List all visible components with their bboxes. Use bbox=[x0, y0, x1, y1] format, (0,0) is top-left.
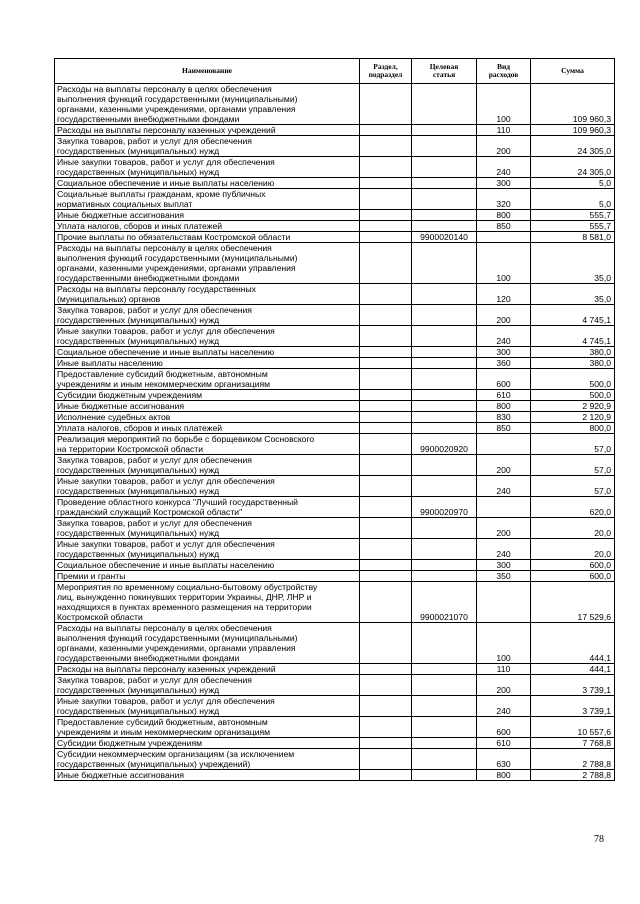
row-name: Мероприятия по временному социально-бытовому обустройству лиц, вынужденно покинувших территории Украины, ДНР, ЛНР и находящихся в пунктах временного размещения на территории Костромской области bbox=[55, 582, 360, 623]
row-article bbox=[412, 738, 477, 749]
table-row bbox=[55, 582, 615, 623]
row-name: Иные закупки товаров, работ и услуг для обеспечения государственных (муниципальных) нужд bbox=[55, 476, 360, 497]
row-name: Уплата налогов, сборов и иных платежей bbox=[55, 221, 360, 232]
row-section bbox=[360, 412, 412, 423]
row-name: Предоставление субсидий бюджетным, автономным учреждениям и иным некоммерческим организациям bbox=[55, 369, 360, 390]
row-article bbox=[412, 664, 477, 675]
row-sum: 24 305,0 bbox=[531, 157, 615, 178]
row-article bbox=[412, 157, 477, 178]
row-section bbox=[360, 243, 412, 284]
row-section bbox=[360, 178, 412, 189]
row-sum: 24 305,0 bbox=[531, 136, 615, 157]
row-section bbox=[360, 571, 412, 582]
row-sum: 20,0 bbox=[531, 518, 615, 539]
row-section bbox=[360, 539, 412, 560]
row-name: Расходы на выплаты персоналу в целях обеспечения выполнения функций государственными (муниципальными) органами, казенными учреждениями, органами управления государственными внебюджетными фондами bbox=[55, 84, 360, 125]
row-expense-type bbox=[477, 497, 531, 518]
row-article bbox=[412, 358, 477, 369]
table-row bbox=[55, 423, 615, 434]
row-sum: 620,0 bbox=[531, 497, 615, 518]
row-section bbox=[360, 210, 412, 221]
table-row bbox=[55, 401, 615, 412]
row-section bbox=[360, 125, 412, 136]
table-row bbox=[55, 157, 615, 178]
row-article bbox=[412, 390, 477, 401]
row-name: Социальное обеспечение и иные выплаты населению bbox=[55, 178, 360, 189]
row-article bbox=[412, 401, 477, 412]
table-row bbox=[55, 518, 615, 539]
table-row bbox=[55, 369, 615, 390]
row-expense-type: 300 bbox=[477, 347, 531, 358]
row-section bbox=[360, 476, 412, 497]
row-expense-type: 100 bbox=[477, 623, 531, 664]
row-article bbox=[412, 369, 477, 390]
budget-table-sheet bbox=[54, 58, 614, 781]
row-section bbox=[360, 664, 412, 675]
row-expense-type: 200 bbox=[477, 518, 531, 539]
row-expense-type: 120 bbox=[477, 284, 531, 305]
row-name: Закупка товаров, работ и услуг для обеспечения государственных (муниципальных) нужд bbox=[55, 455, 360, 476]
row-expense-type: 110 bbox=[477, 125, 531, 136]
table-row bbox=[55, 412, 615, 423]
row-expense-type: 800 bbox=[477, 770, 531, 781]
row-section bbox=[360, 560, 412, 571]
row-expense-type: 200 bbox=[477, 455, 531, 476]
row-name: Иные выплаты населению bbox=[55, 358, 360, 369]
table-row bbox=[55, 390, 615, 401]
row-expense-type: 100 bbox=[477, 243, 531, 284]
row-expense-type: 200 bbox=[477, 675, 531, 696]
header-sum: Сумма bbox=[531, 59, 615, 84]
row-section bbox=[360, 401, 412, 412]
row-section bbox=[360, 623, 412, 664]
row-article bbox=[412, 749, 477, 770]
row-section bbox=[360, 232, 412, 243]
row-sum: 109 960,3 bbox=[531, 84, 615, 125]
row-article bbox=[412, 455, 477, 476]
row-expense-type: 240 bbox=[477, 476, 531, 497]
table-row bbox=[55, 125, 615, 136]
row-sum: 555,7 bbox=[531, 210, 615, 221]
row-sum: 109 960,3 bbox=[531, 125, 615, 136]
row-name: Иные бюджетные ассигнования bbox=[55, 210, 360, 221]
table-row bbox=[55, 455, 615, 476]
row-name: Премии и гранты bbox=[55, 571, 360, 582]
row-expense-type: 110 bbox=[477, 664, 531, 675]
row-name: Социальное обеспечение и иные выплаты населению bbox=[55, 347, 360, 358]
row-article: 9900020970 bbox=[412, 497, 477, 518]
row-name: Субсидии некоммерческим организациям (за исключением государственных (муниципальных) учреждений) bbox=[55, 749, 360, 770]
row-section bbox=[360, 738, 412, 749]
table-row bbox=[55, 232, 615, 243]
row-section bbox=[360, 84, 412, 125]
table-row bbox=[55, 560, 615, 571]
row-expense-type: 240 bbox=[477, 539, 531, 560]
row-name: Проведение областного конкурса "Лучший государственный гражданский служащий Костромской области" bbox=[55, 497, 360, 518]
row-expense-type bbox=[477, 232, 531, 243]
row-name: Исполнение судебных актов bbox=[55, 412, 360, 423]
row-sum: 20,0 bbox=[531, 539, 615, 560]
row-section bbox=[360, 136, 412, 157]
table-row bbox=[55, 539, 615, 560]
row-expense-type: 240 bbox=[477, 157, 531, 178]
table-body bbox=[55, 84, 615, 781]
row-section bbox=[360, 717, 412, 738]
row-expense-type: 800 bbox=[477, 401, 531, 412]
row-article: 9900020140 bbox=[412, 232, 477, 243]
row-article bbox=[412, 717, 477, 738]
row-expense-type: 320 bbox=[477, 189, 531, 210]
row-sum: 2 788,8 bbox=[531, 770, 615, 781]
row-section bbox=[360, 347, 412, 358]
row-sum: 3 739,1 bbox=[531, 696, 615, 717]
row-expense-type: 850 bbox=[477, 221, 531, 232]
row-article bbox=[412, 675, 477, 696]
row-article bbox=[412, 623, 477, 664]
table-header-row bbox=[55, 59, 615, 84]
row-name: Субсидии бюджетным учреждениям bbox=[55, 738, 360, 749]
row-article bbox=[412, 696, 477, 717]
row-sum: 444,1 bbox=[531, 664, 615, 675]
row-name: Иные закупки товаров, работ и услуг для обеспечения государственных (муниципальных) нужд bbox=[55, 696, 360, 717]
row-expense-type: 800 bbox=[477, 210, 531, 221]
row-article bbox=[412, 243, 477, 284]
table-row bbox=[55, 243, 615, 284]
row-name: Иные бюджетные ассигнования bbox=[55, 401, 360, 412]
row-section bbox=[360, 358, 412, 369]
row-sum: 444,1 bbox=[531, 623, 615, 664]
row-sum: 35,0 bbox=[531, 243, 615, 284]
header-article: Целевая статья bbox=[412, 59, 477, 84]
row-article: 9900020920 bbox=[412, 434, 477, 455]
row-sum: 600,0 bbox=[531, 571, 615, 582]
table-row bbox=[55, 178, 615, 189]
row-name: Закупка товаров, работ и услуг для обеспечения государственных (муниципальных) нужд bbox=[55, 305, 360, 326]
row-sum: 35,0 bbox=[531, 284, 615, 305]
row-sum: 8 581,0 bbox=[531, 232, 615, 243]
row-article bbox=[412, 221, 477, 232]
row-expense-type bbox=[477, 434, 531, 455]
row-expense-type: 300 bbox=[477, 560, 531, 571]
row-name: Иные закупки товаров, работ и услуг для обеспечения государственных (муниципальных) нужд bbox=[55, 539, 360, 560]
row-article bbox=[412, 136, 477, 157]
budget-table bbox=[54, 58, 615, 781]
row-sum: 2 920,9 bbox=[531, 401, 615, 412]
row-expense-type: 100 bbox=[477, 84, 531, 125]
row-sum: 2 120,9 bbox=[531, 412, 615, 423]
row-section bbox=[360, 221, 412, 232]
row-section bbox=[360, 284, 412, 305]
row-article bbox=[412, 518, 477, 539]
row-name: Расходы на выплаты персоналу казенных учреждений bbox=[55, 125, 360, 136]
row-name: Расходы на выплаты персоналу государственных (муниципальных) органов bbox=[55, 284, 360, 305]
row-expense-type: 610 bbox=[477, 390, 531, 401]
row-expense-type: 850 bbox=[477, 423, 531, 434]
row-section bbox=[360, 423, 412, 434]
row-article bbox=[412, 178, 477, 189]
row-name: Расходы на выплаты персоналу казенных учреждений bbox=[55, 664, 360, 675]
row-name: Расходы на выплаты персоналу в целях обеспечения выполнения функций государственными (муниципальными) органами, казенными учреждениями, органами управления государственными внебюджетными фондами bbox=[55, 623, 360, 664]
table-row bbox=[55, 476, 615, 497]
table-row bbox=[55, 770, 615, 781]
row-sum: 600,0 bbox=[531, 560, 615, 571]
row-sum: 57,0 bbox=[531, 455, 615, 476]
row-section bbox=[360, 518, 412, 539]
row-expense-type: 240 bbox=[477, 696, 531, 717]
row-sum: 4 745,1 bbox=[531, 326, 615, 347]
row-name: Уплата налогов, сборов и иных платежей bbox=[55, 423, 360, 434]
row-section bbox=[360, 749, 412, 770]
row-sum: 7 768,8 bbox=[531, 738, 615, 749]
row-section bbox=[360, 770, 412, 781]
row-article bbox=[412, 305, 477, 326]
table-row bbox=[55, 717, 615, 738]
row-expense-type bbox=[477, 582, 531, 623]
row-name: Иные закупки товаров, работ и услуг для обеспечения государственных (муниципальных) нужд bbox=[55, 326, 360, 347]
row-section bbox=[360, 434, 412, 455]
table-row bbox=[55, 305, 615, 326]
row-article bbox=[412, 189, 477, 210]
row-name: Предоставление субсидий бюджетным, автономным учреждениям и иным некоммерческим организациям bbox=[55, 717, 360, 738]
row-sum: 2 788,8 bbox=[531, 749, 615, 770]
header-expense-type: Вид расходов bbox=[477, 59, 531, 84]
row-article bbox=[412, 476, 477, 497]
row-sum: 500,0 bbox=[531, 369, 615, 390]
row-expense-type: 600 bbox=[477, 717, 531, 738]
table-row bbox=[55, 749, 615, 770]
row-name: Иные закупки товаров, работ и услуг для обеспечения государственных (муниципальных) нужд bbox=[55, 157, 360, 178]
row-article bbox=[412, 125, 477, 136]
table-row bbox=[55, 136, 615, 157]
table-row bbox=[55, 738, 615, 749]
row-article bbox=[412, 347, 477, 358]
page-number: 78 bbox=[594, 834, 604, 845]
row-article bbox=[412, 423, 477, 434]
row-expense-type: 360 bbox=[477, 358, 531, 369]
row-article bbox=[412, 284, 477, 305]
row-sum: 380,0 bbox=[531, 358, 615, 369]
row-name: Прочие выплаты по обязательствам Костромской области bbox=[55, 232, 360, 243]
table-row bbox=[55, 358, 615, 369]
table-row bbox=[55, 623, 615, 664]
header-section: Раздел, подраздел bbox=[360, 59, 412, 84]
row-article bbox=[412, 539, 477, 560]
row-name: Субсидии бюджетным учреждениям bbox=[55, 390, 360, 401]
row-sum: 4 745,1 bbox=[531, 305, 615, 326]
table-row bbox=[55, 347, 615, 358]
row-name: Социальные выплаты гражданам, кроме публичных нормативных социальных выплат bbox=[55, 189, 360, 210]
row-expense-type: 610 bbox=[477, 738, 531, 749]
table-row bbox=[55, 497, 615, 518]
row-article bbox=[412, 210, 477, 221]
row-expense-type: 600 bbox=[477, 369, 531, 390]
row-article bbox=[412, 770, 477, 781]
row-expense-type: 630 bbox=[477, 749, 531, 770]
row-name: Закупка товаров, работ и услуг для обеспечения государственных (муниципальных) нужд bbox=[55, 675, 360, 696]
row-sum: 380,0 bbox=[531, 347, 615, 358]
row-expense-type: 300 bbox=[477, 178, 531, 189]
table-row bbox=[55, 696, 615, 717]
row-sum: 57,0 bbox=[531, 434, 615, 455]
row-section bbox=[360, 189, 412, 210]
table-row bbox=[55, 284, 615, 305]
table-row bbox=[55, 210, 615, 221]
row-name: Иные бюджетные ассигнования bbox=[55, 770, 360, 781]
row-sum: 10 557,6 bbox=[531, 717, 615, 738]
row-name: Закупка товаров, работ и услуг для обеспечения государственных (муниципальных) нужд bbox=[55, 136, 360, 157]
row-section bbox=[360, 675, 412, 696]
row-expense-type: 350 bbox=[477, 571, 531, 582]
row-sum: 555,7 bbox=[531, 221, 615, 232]
row-sum: 5,0 bbox=[531, 189, 615, 210]
row-sum: 800,0 bbox=[531, 423, 615, 434]
table-row bbox=[55, 221, 615, 232]
table-row bbox=[55, 189, 615, 210]
table-row bbox=[55, 84, 615, 125]
row-expense-type: 240 bbox=[477, 326, 531, 347]
row-section bbox=[360, 582, 412, 623]
row-sum: 500,0 bbox=[531, 390, 615, 401]
row-section bbox=[360, 696, 412, 717]
row-section bbox=[360, 369, 412, 390]
row-section bbox=[360, 157, 412, 178]
row-section bbox=[360, 497, 412, 518]
row-article bbox=[412, 84, 477, 125]
row-name: Социальное обеспечение и иные выплаты населению bbox=[55, 560, 360, 571]
row-sum: 3 739,1 bbox=[531, 675, 615, 696]
row-sum: 17 529,6 bbox=[531, 582, 615, 623]
row-article: 9900021070 bbox=[412, 582, 477, 623]
row-expense-type: 200 bbox=[477, 305, 531, 326]
table-row bbox=[55, 675, 615, 696]
row-expense-type: 830 bbox=[477, 412, 531, 423]
row-name: Расходы на выплаты персоналу в целях обеспечения выполнения функций государственными (муниципальными) органами, казенными учреждениями, органами управления государственными внебюджетными фондами bbox=[55, 243, 360, 284]
row-article bbox=[412, 571, 477, 582]
row-expense-type: 200 bbox=[477, 136, 531, 157]
row-article bbox=[412, 412, 477, 423]
table-row bbox=[55, 434, 615, 455]
table-row bbox=[55, 664, 615, 675]
table-row bbox=[55, 571, 615, 582]
row-section bbox=[360, 390, 412, 401]
row-section bbox=[360, 455, 412, 476]
row-sum: 5,0 bbox=[531, 178, 615, 189]
header-name: Наименование bbox=[55, 59, 360, 84]
row-name: Закупка товаров, работ и услуг для обеспечения государственных (муниципальных) нужд bbox=[55, 518, 360, 539]
row-section bbox=[360, 305, 412, 326]
row-article bbox=[412, 326, 477, 347]
row-name: Реализация мероприятий по борьбе с борщевиком Сосновского на территории Костромской области bbox=[55, 434, 360, 455]
table-row bbox=[55, 326, 615, 347]
row-article bbox=[412, 560, 477, 571]
row-sum: 57,0 bbox=[531, 476, 615, 497]
row-section bbox=[360, 326, 412, 347]
